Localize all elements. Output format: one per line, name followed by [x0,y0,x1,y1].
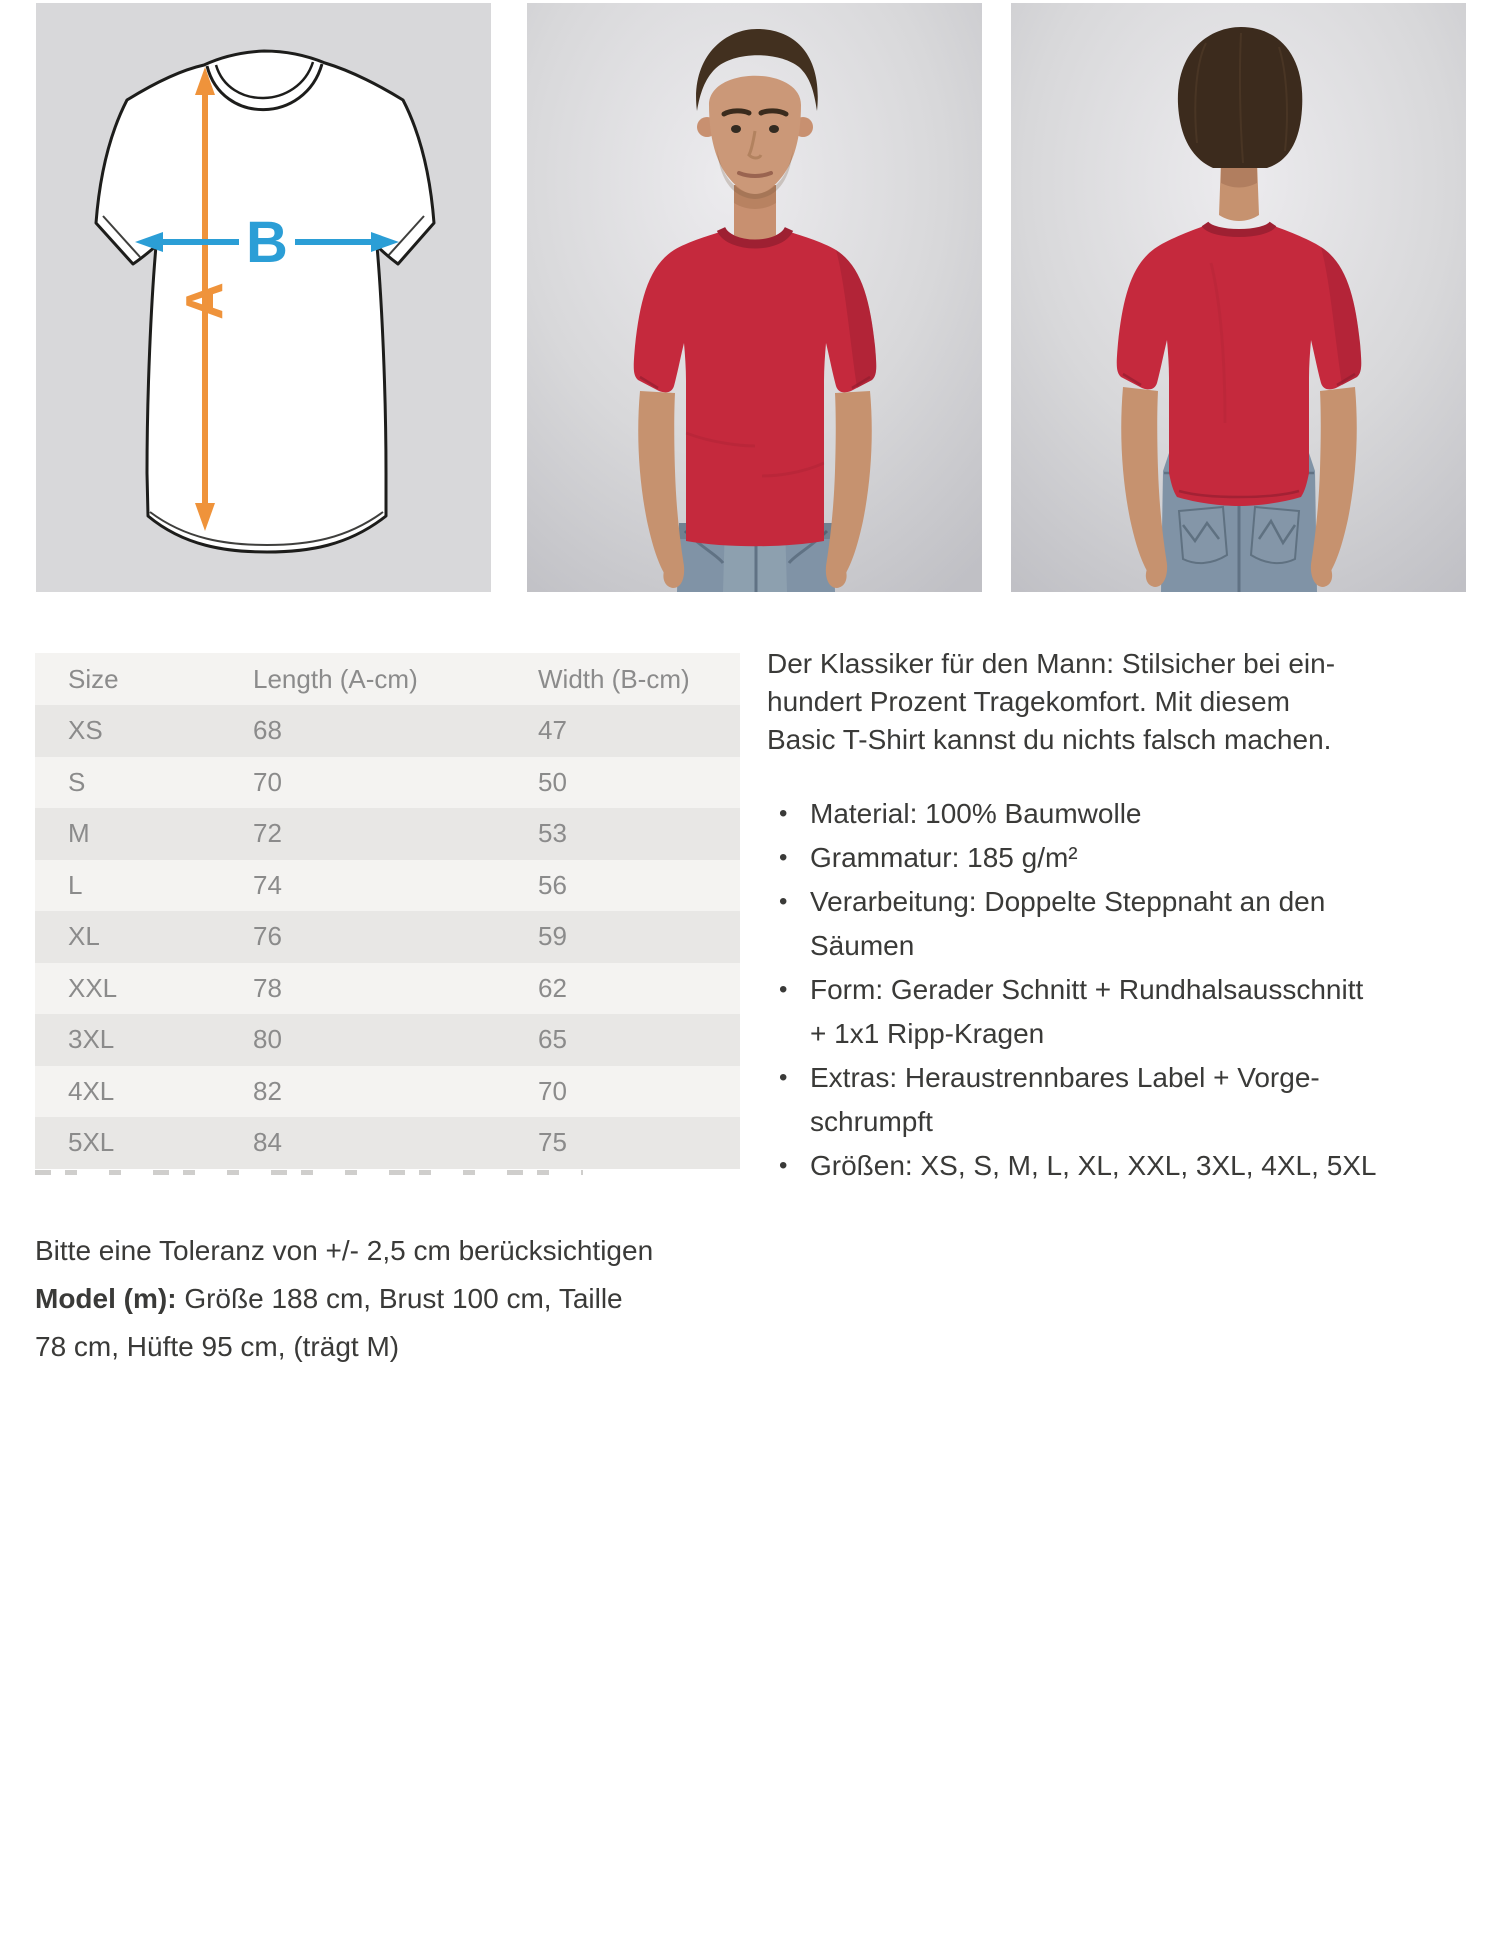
col-header-size: Size [68,664,119,694]
model-label: Model (m): [35,1283,177,1314]
col-header-length: Length (A-cm) [253,664,418,694]
product-description [767,645,1447,1188]
feature-bullet-list [767,792,1447,1188]
clipped-text-remnant [35,1170,583,1175]
right-eye [769,125,779,133]
bullet-icon: • [779,800,788,827]
bullet-material: • Material: 100% Baumwolle [767,792,1447,836]
bullet-extras: • Extras: Heraustrennbares Label + Vorge- schrumpft [767,1056,1447,1144]
bullet-icon: • [779,888,788,915]
bullet-icon: • [779,976,788,1003]
description-intro [767,645,1447,759]
tshirt-measure-diagram [36,3,491,592]
table-row-xxl: XXL 78 62 [35,963,740,1015]
table-row-4xl: 4XL 82 70 [35,1066,740,1118]
model-measurements-line2: 78 cm, Hüfte 95 cm, (trägt M) [35,1331,400,1362]
left-eye [731,125,741,133]
table-row-s: S 70 50 [35,757,740,809]
model-front-illustration [527,3,982,592]
label-b: B [246,210,288,275]
label-a: A [176,282,234,320]
right-pocket [1251,507,1299,563]
bullet-icon: • [779,1064,788,1091]
table-row-5xl: 5XL 84 75 [35,1117,740,1169]
bullet-icon: • [779,844,788,871]
size-diagram-image [36,3,491,592]
intro-line: hundert Prozent Tragekomfort. Mit diesem [767,686,1290,717]
model-measurements-line1: Model (m): Größe 188 cm, Brust 100 cm, Taille [35,1283,623,1314]
size-table-header-row [35,653,740,705]
intro-line: Basic T-Shirt kannst du nichts falsch machen. [767,724,1332,755]
table-row-m: M 72 53 [35,808,740,860]
table-row-xl: XL 76 59 [35,911,740,963]
tolerance-note: Bitte eine Toleranz von +/- 2,5 cm berücksichtigen [35,1235,654,1266]
left-pocket [1179,507,1227,563]
model-back-photo [1011,3,1466,592]
bullet-verarbeitung: • Verarbeitung: Doppelte Steppnaht an den Säumen [767,880,1447,968]
bullet-icon: • [779,1152,788,1179]
head-back [1178,27,1302,168]
bullet-form: • Form: Gerader Schnitt + Rundhalsausschnitt + 1x1 Ripp-Kragen [767,968,1447,1056]
col-header-width: Width (B-cm) [538,664,690,694]
table-row-3xl: 3XL 80 65 [35,1014,740,1066]
size-table [35,653,740,1169]
intro-line: Der Klassiker für den Mann: Stilsicher bei ein- [767,648,1336,679]
table-row-l: L 74 56 [35,860,740,912]
model-front-photo [527,3,982,592]
bullet-grammatur: • Grammatur: 185 g/m² [767,836,1447,880]
model-back-illustration [1011,3,1466,592]
table-row-xs: XS 68 47 [35,705,740,757]
measurement-notes [35,1227,675,1371]
bullet-groessen: • Größen: XS, S, M, L, XL, XXL, 3XL, 4XL, 5XL [767,1144,1447,1188]
